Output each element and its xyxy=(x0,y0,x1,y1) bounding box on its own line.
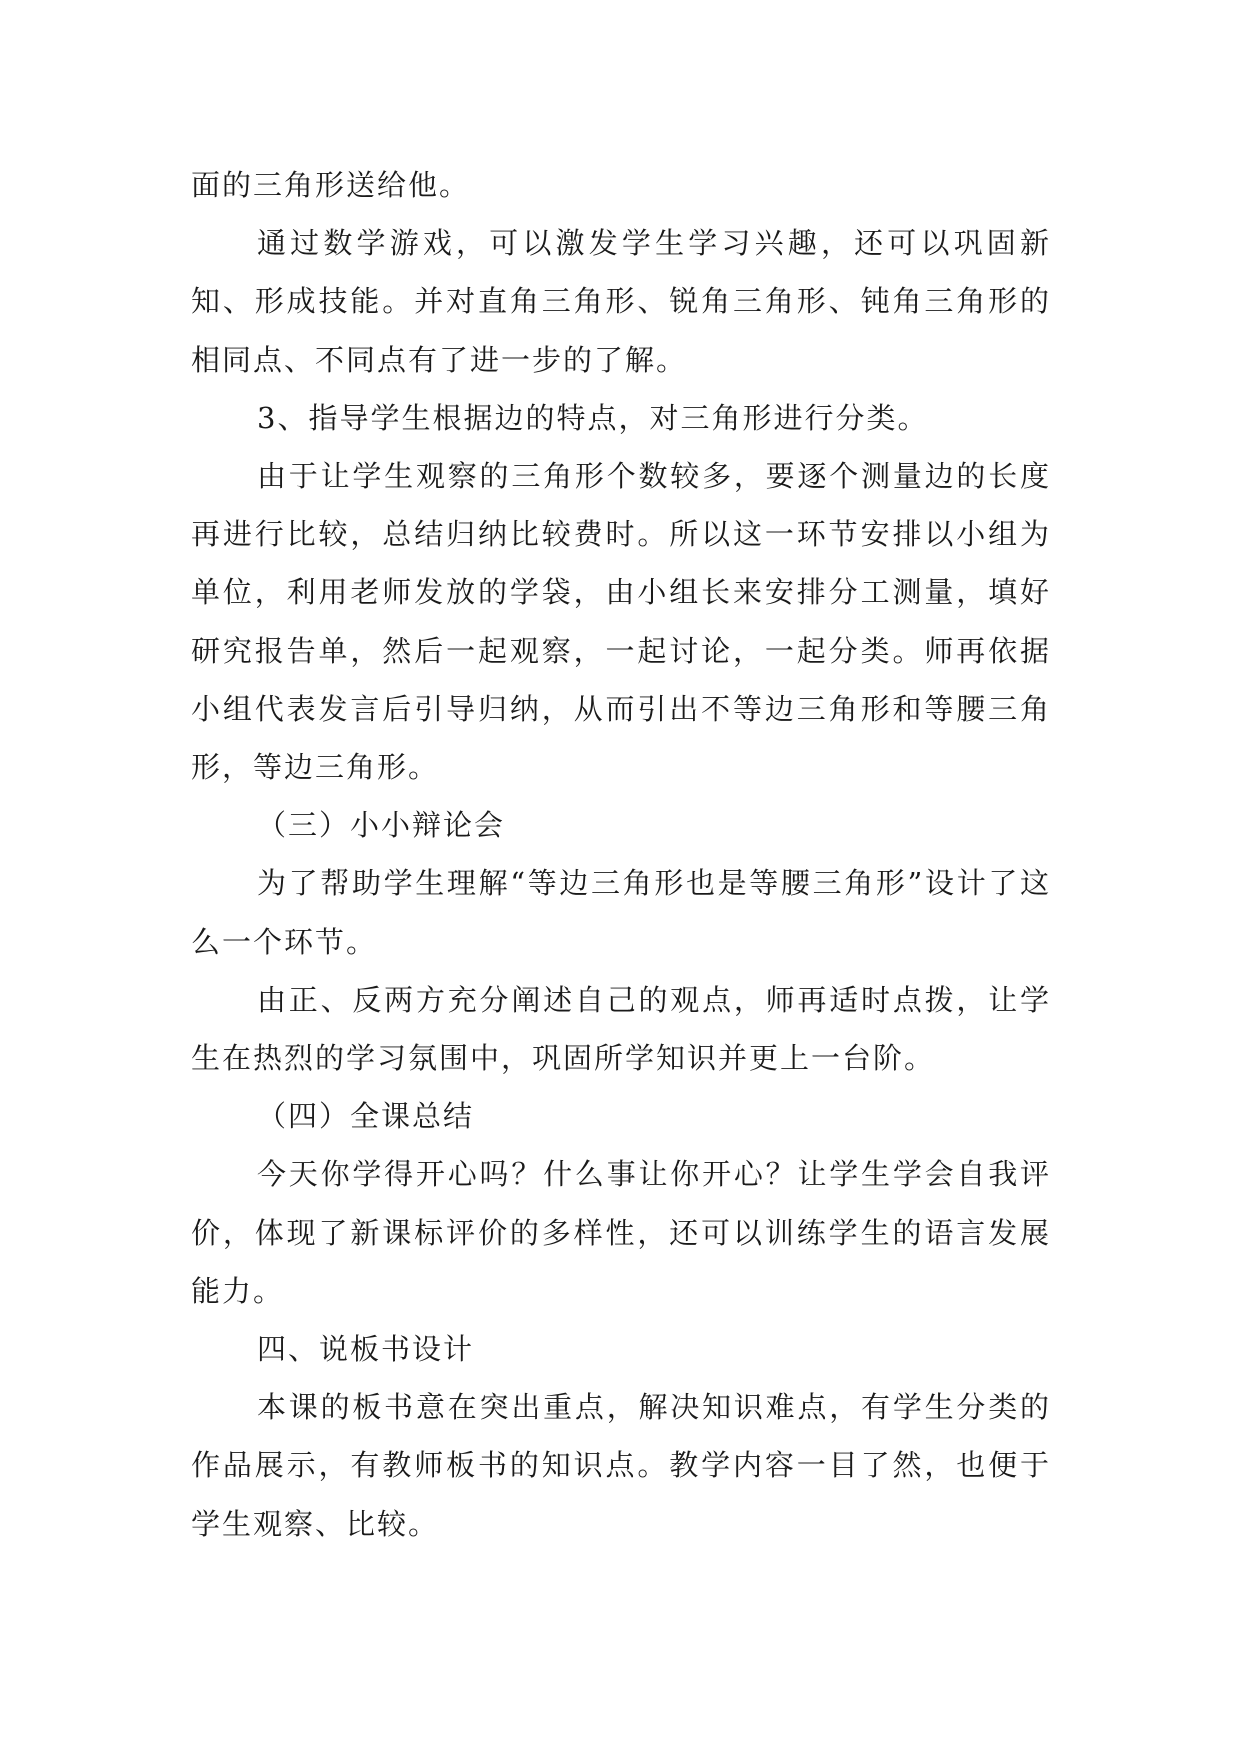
paragraph-classification-process: 由于让学生观察的三角形个数较多，要逐个测量边的长度再进行比较，总结归纳比较费时。所以这一环节安排以小组为单位，利用老师发放的学袋，由小组长来安排分工测量，填好研究报告单，然后一起观察，一起讨论，一起分类。师再依据小组代表发言后引导归纳，从而引出不等边三角形和等腰三角形，等边三角形。 xyxy=(191,459,1051,785)
section-heading-debate: （三）小小辩论会 xyxy=(257,808,506,843)
paragraph-continuation: 面的三角形送给他。 xyxy=(191,168,471,202)
paragraph-summary-content: 今天你学得开心吗？什么事让你开心？让学生学会自我评价，体现了新课标评价的多样性，还可以训练学生的语言发展能力。 xyxy=(191,1157,1051,1308)
paragraph-math-game-summary: 通过数学游戏，可以激发学生学习兴趣，还可以巩固新知、形成技能。并对直角三角形、锐角三角形、钝角三角形的相同点、不同点有了进一步的了解。 xyxy=(191,226,1051,377)
paragraph-step-3-heading: 3、指导学生根据边的特点，对三角形进行分类。 xyxy=(257,400,929,435)
paragraph-debate-purpose: 为了帮助学生理解“等边三角形也是等腰三角形”设计了这么一个环节。 xyxy=(191,866,1051,959)
document-body xyxy=(191,156,1051,1553)
section-heading-summary: （四）全课总结 xyxy=(257,1099,475,1134)
paragraph-debate-process: 由正、反两方充分阐述自己的观点，师再适时点拨，让学生在热烈的学习氛围中，巩固所学知识并更上一台阶。 xyxy=(191,982,1051,1076)
section-heading-board-design: 四、说板书设计 xyxy=(257,1332,475,1367)
paragraph-board-design-content: 本课的板书意在突出重点，解决知识难点，有学生分类的作品展示，有教师板书的知识点。教学内容一目了然，也便于学生观察、比较。 xyxy=(191,1390,1051,1541)
